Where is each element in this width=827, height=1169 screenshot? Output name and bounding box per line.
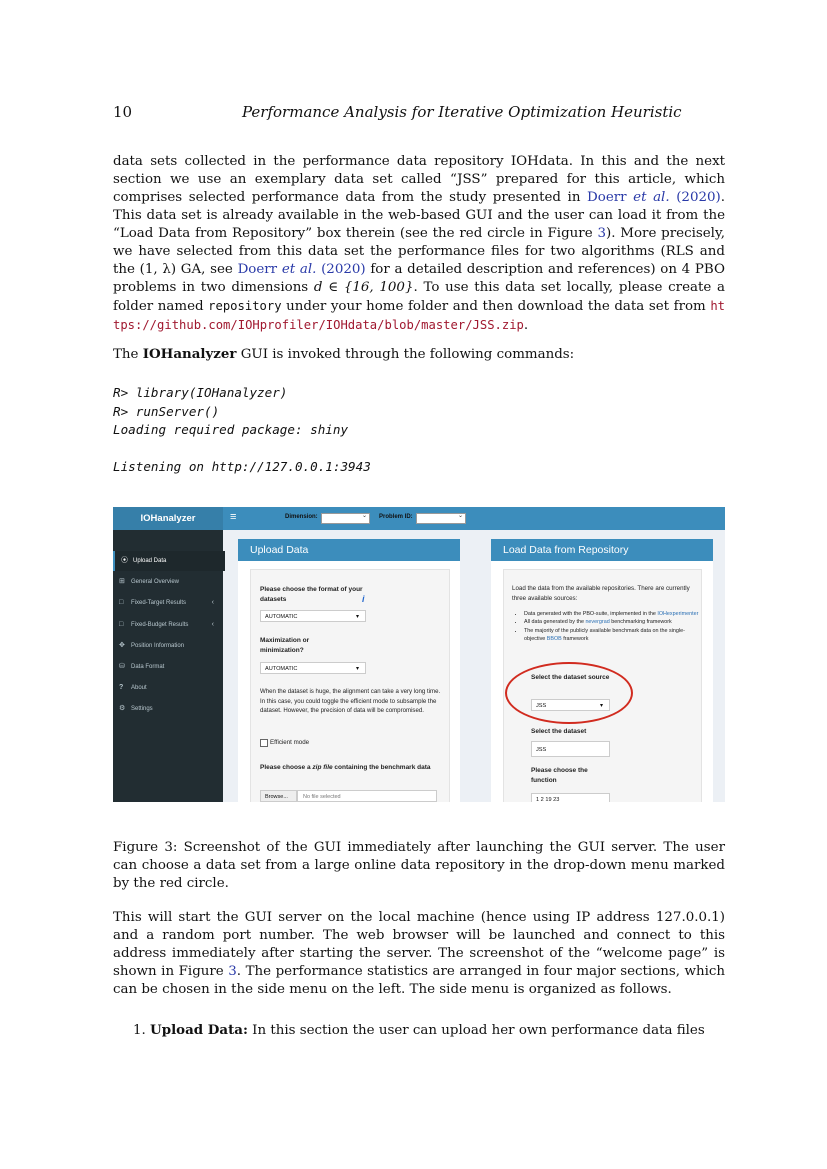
download-url-link[interactable]: https://github.com/IOHprofiler/IOHdata/blob/master/JSS.zip xyxy=(113,299,725,332)
file-name-field: No file selected xyxy=(297,790,437,802)
math-expression: d ∈ {16, 100} xyxy=(313,280,414,295)
gear-icon: ⚙ xyxy=(119,705,126,712)
sidebar-item-label: About xyxy=(131,685,147,691)
sidebar-item-label: Data Format xyxy=(131,664,165,670)
format-select[interactable]: AUTOMATIC ▾ xyxy=(260,610,366,622)
efficient-mode-checkbox[interactable] xyxy=(260,739,268,747)
sidebar-item-about[interactable] xyxy=(113,678,223,698)
code-line: Loading required package: shiny xyxy=(113,422,349,437)
table-icon: ⊞ xyxy=(119,578,125,585)
running-header: Performance Analysis for Iterative Optimization Heuristic xyxy=(242,103,682,121)
efficient-mode-label: Efficient mode xyxy=(270,739,310,746)
paragraph-repository xyxy=(113,153,725,335)
format-label: Please choose the format of your datasets xyxy=(260,586,363,603)
maxmin-label: Maximization or minimization? xyxy=(260,637,310,654)
hamburger-icon[interactable]: ≡ xyxy=(230,511,237,523)
info-icon[interactable]: i xyxy=(362,594,365,604)
code-line: Listening on http://127.0.0.1:3943 xyxy=(113,459,371,474)
highlight-circle xyxy=(505,662,633,724)
bbob-link[interactable]: BBOB xyxy=(546,636,562,643)
sidebar-item-fixed-target[interactable] xyxy=(113,593,223,613)
text-span: for a detailed description and references) on 4 PBO problems in two dimensions xyxy=(113,262,725,295)
text-span: . To use this data set locally, please create a folder named xyxy=(113,280,725,314)
arrows-icon: ✥ xyxy=(119,642,125,649)
function-select[interactable]: 1 2 19 23 xyxy=(531,793,610,802)
list-number: 1. xyxy=(133,1023,146,1038)
upload-data-box xyxy=(238,539,460,802)
sidebar-item-label: Fixed-Budget Results xyxy=(131,622,189,628)
dimension-label: Dimension: xyxy=(285,514,318,520)
sidebar-item-general-overview[interactable] xyxy=(113,572,223,592)
repository-intro: Load the data from the available repositories. There are currently three available sources: xyxy=(512,585,690,602)
page-number: 10 xyxy=(113,103,133,121)
chevron-down-icon: ⌄ xyxy=(361,513,367,519)
caption-label: Figure 3: xyxy=(113,840,178,855)
upload-form xyxy=(250,569,450,802)
maxmin-select[interactable]: AUTOMATIC ▾ xyxy=(260,662,366,674)
dataset-label: Select the dataset xyxy=(531,728,587,735)
chevron-down-icon: ⌄ xyxy=(457,513,463,519)
caret-down-icon: ▾ xyxy=(355,614,359,620)
repository-title: Load Data from Repository xyxy=(491,539,713,561)
text-span: . This data set is already available in the web-based GUI and the user can load it from the “Load Data from Repository” box therein (see the red circle in Figure xyxy=(113,190,725,241)
package-name: IOHanalyzer xyxy=(142,346,237,362)
figure-link[interactable]: 3 xyxy=(228,964,237,979)
text-span: . xyxy=(523,318,529,333)
code-line: R> runServer() xyxy=(113,403,220,419)
nevergrad-link[interactable]: nevergrad xyxy=(585,619,610,626)
sidebar-item-data-format[interactable] xyxy=(113,657,223,677)
code-line: R> library(IOHanalyzer) xyxy=(113,385,288,400)
sidebar-item-label: General Overview xyxy=(131,579,180,585)
sidebar-item-position-information[interactable] xyxy=(113,636,223,656)
zip-file-label: Please choose a zip file containing the benchmark data xyxy=(260,764,431,771)
list-text: In this section the user can upload her own performance data files xyxy=(247,1023,705,1038)
text-span: ). More precisely, we have selected from this data set the performance files for two algorithms (RLS and the (1, λ) GA, see xyxy=(113,226,725,277)
figure-caption xyxy=(113,839,725,893)
sidebar-item-label: Position Information xyxy=(131,643,185,649)
citation-link[interactable]: Doerr et al. (2020) xyxy=(587,190,721,205)
question-icon: ? xyxy=(119,684,124,691)
upload-icon: ⦿ xyxy=(121,557,128,564)
list-item: • All data generated by the nevergrad benchmarking framework xyxy=(524,618,702,626)
source-select[interactable]: JSS ▾ xyxy=(531,699,610,711)
source-list xyxy=(514,610,702,644)
gui-screenshot xyxy=(113,507,725,802)
chevron-left-icon: ‹ xyxy=(211,599,214,606)
sidebar-item-label: Fixed-Target Results xyxy=(131,600,187,606)
app-logo: IOHanalyzer xyxy=(113,507,223,530)
file-icon: □ xyxy=(119,599,124,606)
caret-down-icon: ▾ xyxy=(599,703,603,709)
upload-data-title: Upload Data xyxy=(238,539,460,561)
paragraph-invocation: The IOHanalyzer GUI is invoked through the following commands: xyxy=(113,346,575,362)
chevron-left-icon: ‹ xyxy=(211,621,214,628)
dimension-select[interactable] xyxy=(321,513,370,524)
database-icon: ⛁ xyxy=(119,663,125,670)
list-heading: Upload Data: xyxy=(150,1022,248,1038)
sidebar-item-fixed-budget[interactable] xyxy=(113,615,223,635)
caret-down-icon: ▾ xyxy=(355,666,359,672)
problem-id-select[interactable] xyxy=(416,513,466,524)
citation-link[interactable]: Doerr et al. (2020) xyxy=(237,262,366,277)
sidebar-item-settings[interactable] xyxy=(113,699,223,719)
browse-button[interactable]: Browse... xyxy=(260,790,297,802)
sidebar-item-label: Upload Data xyxy=(133,558,167,564)
function-label: Please choose the function xyxy=(531,767,588,784)
list-item: • Data generated with the PBO-suite, implemented in the IOHexperimenter xyxy=(524,610,702,618)
iohexperimenter-link[interactable]: IOHexperimenter xyxy=(657,611,699,617)
sidebar-item-upload-data[interactable] xyxy=(113,551,225,571)
problem-id-label: Problem ID: xyxy=(379,514,413,520)
code-block xyxy=(113,384,371,477)
text-span: under your home folder and then download the data set from xyxy=(281,299,711,314)
sidebar xyxy=(113,530,223,802)
dataset-select[interactable]: JSS xyxy=(531,741,610,757)
help-text: When the dataset is huge, the alignment can take a very long time. In this case, you could toggle the efficient mode to subsample the dataset. However, the precision of data will be compromised. xyxy=(260,688,441,714)
file-icon: □ xyxy=(119,621,124,628)
text-span: data sets collected in the performance data repository IOHdata. In this and the next section we use an exemplary data set called “JSS” prepared for this article, which comprises selected performance data from the study presented in xyxy=(113,154,725,205)
sidebar-item-label: Settings xyxy=(131,706,153,712)
list-item: • The majority of the publicly available benchmark data on the single-objective BBOB framework xyxy=(524,627,702,644)
source-label: Select the dataset source xyxy=(531,674,610,681)
caption-text: Screenshot of the GUI immediately after launching the GUI server. The user can choose a data set from a large online data repository in the drop-down menu marked by the red circle. xyxy=(113,840,725,891)
paragraph-server: This will start the GUI server on the local machine (hence using IP address 127.0.0.1) and a random port number. The web browser will be launched and connect to this address immediately after starting the server. The screenshot of the “welcome page” is shown in Figure 3. The performance statistics are arranged in four major sections, which can be chosen in the side menu on the left. The side menu is organized as follows. xyxy=(113,910,725,997)
top-navbar xyxy=(113,507,725,530)
list-item-upload-data xyxy=(133,1021,725,1040)
folder-name: repository xyxy=(208,299,282,313)
figure-link[interactable]: 3 xyxy=(597,226,606,241)
